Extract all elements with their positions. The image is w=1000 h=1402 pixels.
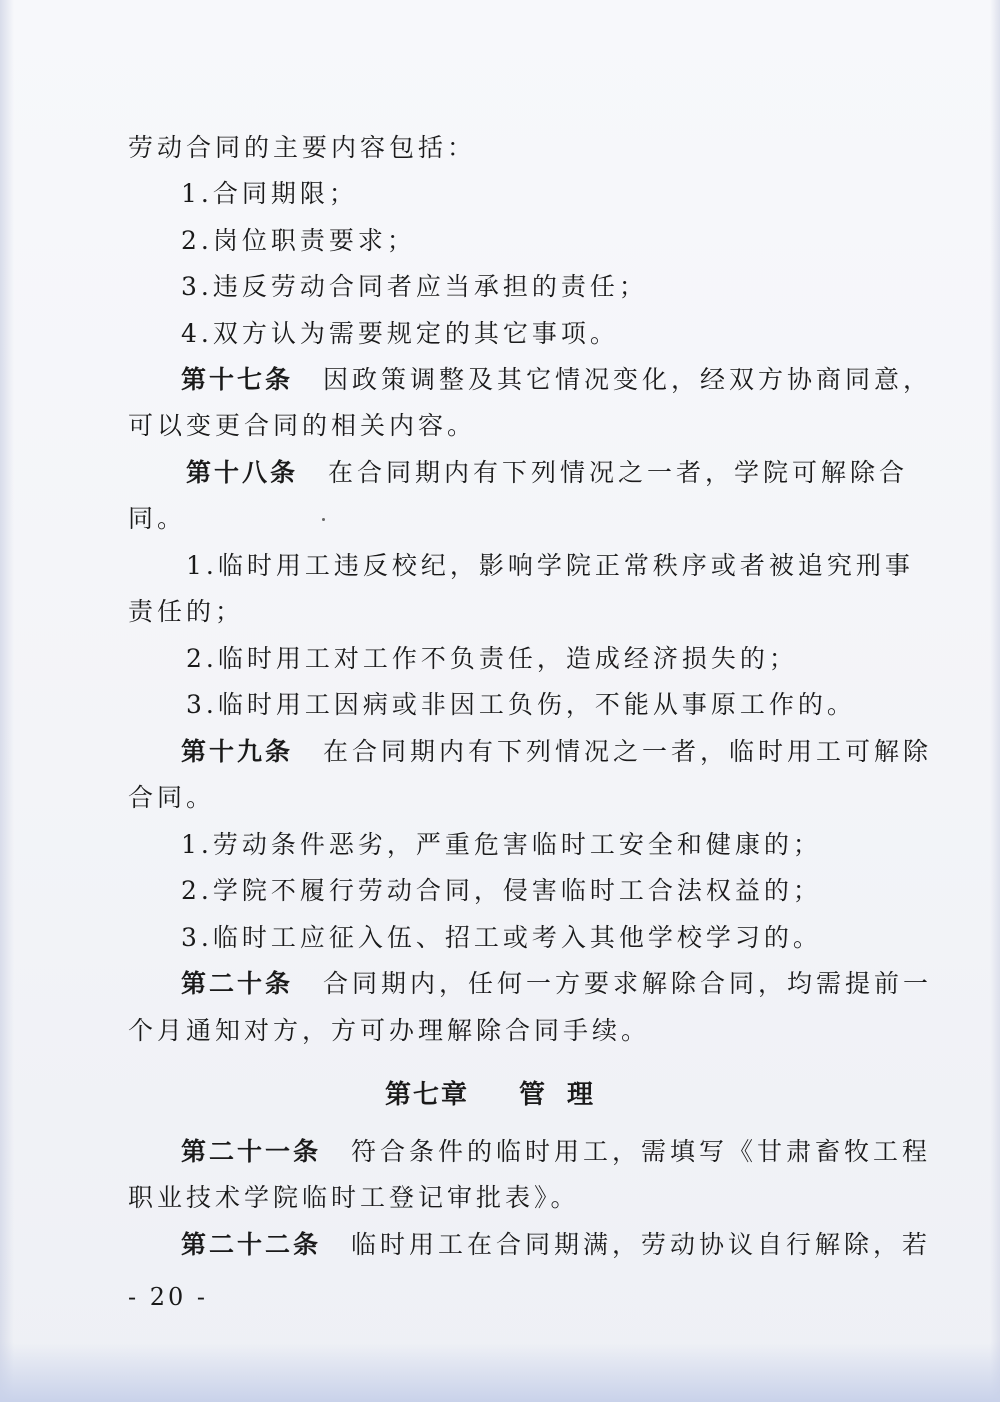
- article-19: [181, 734, 932, 770]
- article-18: [186, 455, 908, 491]
- scan-edge-left: [0, 0, 14, 1402]
- paragraph-line: 劳动合同的主要内容包括：: [128, 133, 477, 162]
- article-21: [181, 1134, 931, 1170]
- article-text: 临时用工在合同期满，劳动协议自行解除，若: [351, 1230, 932, 1259]
- list-item: 4.双方认为需要规定的其它事项。: [181, 319, 619, 348]
- list-item: 3.临时用工因病或非因工负伤，不能从事原工作的。: [186, 690, 856, 719]
- list-item: 1.临时用工违反校纪，影响学院正常秩序或者被追究刑事: [186, 551, 914, 580]
- article-text: 可以变更合同的相关内容。: [128, 411, 477, 440]
- article-heading: 第十八条: [186, 458, 299, 487]
- list-item: 1.劳动条件恶劣，严重危害临时工安全和健康的；: [181, 830, 822, 859]
- article-text: 合同。: [128, 783, 216, 812]
- list-item: 责任的；: [128, 597, 245, 626]
- article-text: 在合同期内有下列情况之一者，学院可解除合: [328, 458, 909, 487]
- article-text: 在合同期内有下列情况之一者，临时用工可解除: [323, 737, 933, 766]
- list-item: 1.合同期限；: [181, 179, 358, 208]
- page-number: - 20 -: [128, 1283, 209, 1311]
- list-item: 2.岗位职责要求；: [181, 226, 416, 255]
- list-item: 2.临时用工对工作不负责任，造成经济损失的；: [186, 644, 798, 673]
- article-heading: 第二十二条: [181, 1230, 322, 1259]
- article-text: 同。: [128, 504, 187, 533]
- article-heading: 第十七条: [181, 365, 294, 394]
- article-22: [181, 1227, 931, 1263]
- chapter-number: 第七章: [384, 1080, 469, 1110]
- article-text: 符合条件的临时用工，需填写《甘肃畜牧工程: [351, 1137, 932, 1166]
- article-text: 因政策调整及其它情况变化，经双方协商同意，: [323, 365, 933, 394]
- article-text: 合同期内，任何一方要求解除合同，均需提前一: [323, 969, 933, 998]
- article-heading: 第二十条: [181, 969, 294, 998]
- article-text: 个月通知对方，方可办理解除合同手续。: [128, 1016, 651, 1045]
- scan-edge-bottom: [0, 1342, 1000, 1402]
- article-heading: 第十九条: [181, 737, 294, 766]
- article-20: [181, 966, 932, 1002]
- list-item: 3.临时工应征入伍、招工或考入其他学校学习的。: [181, 923, 822, 952]
- list-item: 2.学院不履行劳动合同，侵害临时工合法权益的；: [181, 876, 822, 905]
- article-text: 职业技术学院临时工登记审批表》。: [128, 1183, 580, 1212]
- scan-edge-right: [990, 0, 1000, 1402]
- chapter-heading: [0, 1076, 1000, 1114]
- chapter-title: 管理: [519, 1080, 616, 1110]
- article-17: [181, 362, 932, 398]
- article-heading: 第二十一条: [181, 1137, 322, 1166]
- list-item: 3.违反劳动合同者应当承担的责任；: [181, 272, 648, 301]
- scan-speck: [322, 518, 325, 521]
